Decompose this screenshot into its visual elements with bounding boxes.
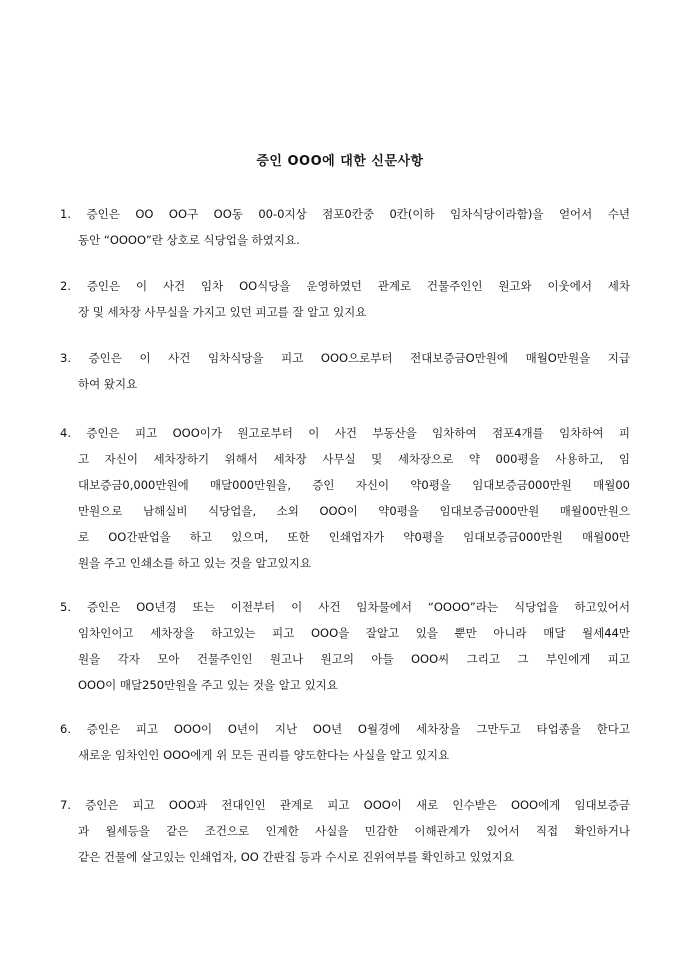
question-5 — [60, 594, 630, 698]
question-6-line-1: 6. 증인은 피고 OOO이 O년이 지난 OO년 O월경에 세차장을 그만두고 타업종을 한다고 — [60, 722, 630, 736]
question-6 — [60, 716, 630, 768]
question-2-line-1: 2. 증인은 이 사건 임차 OO식당을 운영하였던 관계로 건물주인인 원고와 이웃에서 세차 — [60, 279, 630, 293]
question-3-line-1: 3. 증인은 이 사건 임차식당을 피고 OOO으로부터 전대보증금O만원에 매월O만원을 지급 — [60, 351, 630, 365]
question-4-line-1: 4. 증인은 피고 OOO이가 원고로부터 이 사건 부동산을 임차하여 점포4개를 임차하여 피 — [60, 426, 630, 440]
question-1-line-1: 1. 증인은 OO OO구 OO동 00-0지상 점포0칸중 0칸(이하 임차식당이라함)을 얻어서 수년 — [60, 207, 630, 221]
question-1 — [60, 201, 630, 253]
question-5-line-3: 원을 각자 모아 건물주인인 원고나 원고의 아들 OOO씨 그리고 그 부인에게 피고 — [78, 652, 630, 666]
question-7 — [60, 792, 630, 870]
question-1-line-2: 동안 “OOOO”란 상호로 식당업을 하였지요. — [78, 233, 300, 247]
question-7-line-1: 7. 증인은 피고 OOO과 전대인인 관계로 피고 OOO이 새로 인수받은 OOO에게 임대보증금 — [60, 798, 630, 812]
question-4-line-4: 만원으로 남해실비 식당업을, 소외 OOO이 약0평을 임대보증금000만원 매월00만원으 — [78, 504, 630, 518]
question-6-line-2: 새로운 임차인인 OOO에게 위 모든 권리를 양도한다는 사실을 알고 있지요 — [78, 748, 450, 762]
question-7-line-3: 같은 건물에 살고있는 인쇄업자, OO 간판집 등과 수시로 진위여부를 확인하고 있었지요 — [78, 850, 515, 864]
question-2-line-2: 장 및 세차장 사무실을 가지고 있던 피고를 잘 알고 있지요 — [78, 305, 367, 319]
question-4-line-3: 대보증금0,000만원에 매달000만원을, 증인 자신이 약0평을 임대보증금000만원 매월00 — [78, 478, 630, 492]
question-2 — [60, 273, 630, 325]
question-5-line-2: 임차인이고 세차장을 하고있는 피고 OOO을 잘알고 있을 뿐만 아니라 매달 월세44만 — [78, 626, 630, 640]
question-5-line-4: OOO이 매달250만원을 주고 있는 것을 알고 있지요 — [78, 678, 338, 692]
question-5-line-1: 5. 증인은 OO년경 또는 이전부터 이 사건 임차물에서 “OOOO”라는 식당업을 하고있어서 — [60, 600, 630, 614]
question-4-line-2: 고 자신이 세차장하기 위해서 세차장 사무실 및 세차장으로 약 000평을 사용하고, 임 — [78, 452, 630, 466]
question-4-line-5: 로 OO간판업을 하고 있으며, 또한 인쇄업자가 약0평을 임대보증금000만원 매월00만 — [78, 530, 630, 544]
question-4-line-6: 원을 주고 인쇄소를 하고 있는 것을 알고있지요 — [78, 556, 312, 570]
question-3-line-2: 하여 왔지요 — [78, 377, 138, 391]
question-3 — [60, 345, 630, 397]
document-title: 증인 OOO에 대한 신문사항 — [256, 154, 424, 169]
question-4 — [60, 420, 630, 576]
question-7-line-2: 과 월세등을 같은 조건으로 인계한 사실을 민감한 이해관계가 있어서 직접 확인하거나 — [78, 824, 630, 838]
